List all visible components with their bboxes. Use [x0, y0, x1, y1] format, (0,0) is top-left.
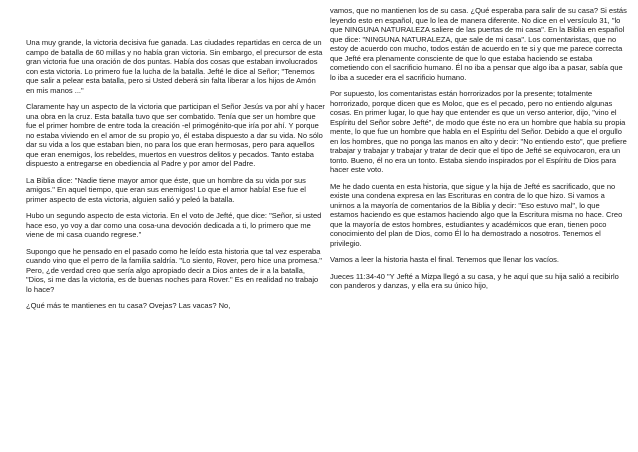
paragraph: Jueces 11:34-40 "Y Jefté a Mizpa llegó a su casa, y he aquí que su hija salió a recibirlo con panderos y danzas, y ella era su único hijo,	[330, 271, 619, 290]
left-column	[26, 38, 326, 318]
paragraph: La Biblia dice: "Nadie tiene mayor amor que éste, que un hombre da su vida por sus amigos." En aquel tiempo, que eran sus enemigos! Lo que el amor había! Ese fue el primer aspecto de esta victoria, alguien salió y peleó la batalla.	[26, 175, 306, 204]
paragraph: Hubo un segundo aspecto de esta victoria. En el voto de Jefté, que dice: "Señor, si usted hace eso, yo voy a dar como una cosa-una devoción dedicada a ti, lo primero que me viene de mi casa cuando regrese."	[26, 211, 322, 239]
paragraph: Supongo que he pensado en el pasado como he leído esta historia que tal vez esperaba cuando vino que el perro de la familia saldría. "Lo siento, Rover, pero hice una promesa." Pero, ¿de verdad creo que sería algo apropiado decir a Dios antes de ir a la batalla, "Dios, si me das la victoria, es de buenas noches para Rover." Es en realidad no trabajo lo hace?	[26, 246, 322, 294]
paragraph: vamos, que no mantienen los de su casa. ¿Qué esperaba para salir de su casa? Si estás leyendo esto en español, que lo lea de manera diferente. No dice en el versículo 31, "lo que NINGUNA NATURALEZA saliere de las puertas de mi casa". En la Biblia en español que dice: "NINGUNA NATURALEZA, que sale de mi casa". Los comentaristas, que no estoy de acuerdo con mucho, todos están de acuerdo en te si y que me parece correcta que Jefté era plenamente consciente de que lo que estaba haciendo se estaba cometiendo con el sacrificio humano. Él no iba a pensar que algo iba a pasar, sabía que lo iba a suceder era el sacrificio humano.	[330, 6, 627, 82]
right-column	[330, 6, 630, 298]
paragraph: Vamos a leer la historia hasta el final. Tenemos que llenar los vacíos.	[330, 255, 560, 264]
paragraph: Me he dado cuenta en esta historia, que sigue y la hija de Jefté es sacrificado, que no existe una condena expresa en las Escrituras en contra de lo que hizo. Si vamos a unirnos a la mayoría de comentarios de la Biblia y decir: "Eso estuvo mal", lo que estamos haciendo es que estamos haciendo algo que la Escritura misma no hace. Creo que la mayoría de estos hombres, estudiantes y académicos que eran, tienen poco conocimiento del plan de Dios, como Él lo ha demostrado a nosotros. Tenemos el privilegio.	[330, 181, 623, 248]
paragraph: Claramente hay un aspecto de la victoria que participan el Señor Jesús va por ahí y hacer una obra en la cruz. Esta batalla tuvo que ser combatido. Tenía que ser un hombre que fue el primer hombre de entre toda la creación -el primogénito-que iría por ahí. Y porque no estaba viviendo en el amor de su propio yo, él estaba dispuesto a dar su vida. No sólo dar su vida a los que estaban bien, no para los que eran hermosas, pero para aquellos que eran enemigos, los rebeldes, muertos en vuestros delitos y pecados. Tanto estaba dispuesto a entregarse en obediencia al Padre y por amor del Padre.	[26, 102, 325, 168]
paragraph: ¿Qué más te mantienes en tu casa? Ovejas? Las vacas? No,	[26, 301, 231, 310]
paragraph: Una muy grande, la victoria decisiva fue ganada. Las ciudades repartidas en cerca de un campo de batalla de 60 millas y no había gran victoria. Sin embargo, el precursor de esta gran victoria fue una oración de dos puntas. Había dos cosas que estaban involucrados con esta victoria. Lo primero fue la lucha de la batalla. Jefté le dice al Señor; "Tenemos que salir a pelear esta batalla, pero si Usted deberá sin falta liberar a los hijos de Amón en mis manos ..."	[26, 38, 323, 95]
paragraph: Por supuesto, los comentaristas están horrorizados por la presente; totalmente horrorizado, porque dicen que es Moloc, que es el pecado, pero no entiendo algunas cosas. En primer lugar, lo que hay que entender es que un verso anterior, dijo, "vino el Espíritu del Señor sobre Jefté", de modo que éste no era un hombre que había su propia mente, lo que fue un hombre que habla en el Espíritu del Señor. Debido a que el orgullo en los hombres, que no ponga las manos en alto y decir: "No entiendo esto", que prefiere trabajar y trabajar y trabajar y tratar de decir que el tipo de Jefté se equivocaron, era un tonto. Bueno, él no era un tonto. Estaba siendo inspirados por el Espíritu de Dios para hacer este voto.	[330, 89, 627, 174]
